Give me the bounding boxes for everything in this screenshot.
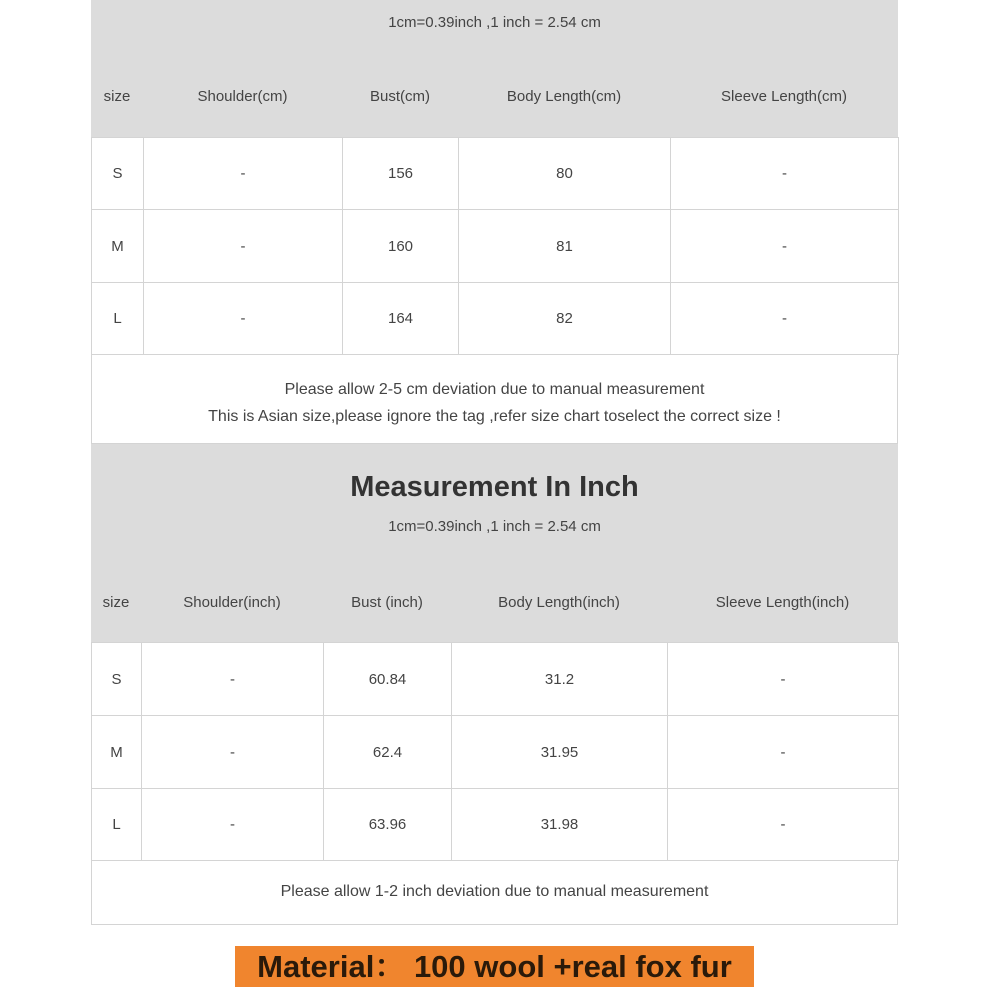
cell-sleeve-length: - bbox=[668, 789, 899, 861]
inch-header-block bbox=[91, 444, 898, 642]
cell-body-length: 82 bbox=[459, 283, 671, 355]
cell-body-length: 31.2 bbox=[452, 643, 668, 716]
cell-sleeve-length: - bbox=[671, 283, 899, 355]
header-bust: Bust(cm) bbox=[342, 56, 458, 137]
cell-body-length: 80 bbox=[459, 138, 671, 210]
cell-size: L bbox=[92, 789, 142, 861]
cell-size: S bbox=[92, 643, 142, 716]
cell-bust: 63.96 bbox=[324, 789, 452, 861]
cell-sleeve-length: - bbox=[668, 716, 899, 789]
cm-note-line-2: This is Asian size,please ignore the tag ,refer size chart toselect the correct size ! bbox=[208, 408, 781, 425]
header-bust: Bust (inch) bbox=[323, 562, 451, 642]
cell-size: L bbox=[92, 283, 144, 355]
header-body-length: Body Length(inch) bbox=[451, 562, 667, 642]
cell-shoulder: - bbox=[142, 643, 324, 716]
cell-size: M bbox=[92, 210, 144, 283]
cell-shoulder: - bbox=[142, 716, 324, 789]
header-shoulder: Shoulder(inch) bbox=[141, 562, 323, 642]
header-shoulder: Shoulder(cm) bbox=[143, 56, 342, 137]
cm-header-row bbox=[91, 56, 898, 137]
cell-size: S bbox=[92, 138, 144, 210]
cell-body-length: 81 bbox=[459, 210, 671, 283]
header-sleeve-length: Sleeve Length(inch) bbox=[667, 562, 898, 642]
inch-section-title: Measurement In Inch bbox=[350, 471, 639, 503]
cell-sleeve-length: - bbox=[671, 138, 899, 210]
cell-bust: 156 bbox=[343, 138, 459, 210]
table-row bbox=[92, 789, 899, 861]
table-row bbox=[92, 643, 899, 716]
cell-bust: 160 bbox=[343, 210, 459, 283]
inch-header-row bbox=[91, 562, 898, 642]
cell-shoulder: - bbox=[144, 138, 343, 210]
inch-deviation-note bbox=[91, 861, 898, 925]
cell-bust: 60.84 bbox=[324, 643, 452, 716]
table-row bbox=[92, 716, 899, 789]
table-row bbox=[92, 138, 899, 210]
header-size: size bbox=[91, 56, 143, 137]
inch-note-text: Please allow 1-2 inch deviation due to manual measurement bbox=[280, 883, 709, 900]
cell-sleeve-length: - bbox=[668, 643, 899, 716]
cell-size: M bbox=[92, 716, 142, 789]
cm-data-table bbox=[91, 137, 899, 355]
cell-shoulder: - bbox=[142, 789, 324, 861]
cell-shoulder: - bbox=[144, 210, 343, 283]
material-banner: Material： 100 wool +real fox fur bbox=[235, 946, 754, 987]
cm-header-block bbox=[91, 0, 898, 137]
header-size: size bbox=[91, 562, 141, 642]
size-chart bbox=[91, 0, 898, 925]
cell-sleeve-length: - bbox=[671, 210, 899, 283]
header-sleeve-length: Sleeve Length(cm) bbox=[670, 56, 898, 137]
inch-conversion-note: 1cm=0.39inch ,1 inch = 2.54 cm bbox=[388, 518, 601, 535]
table-row bbox=[92, 210, 899, 283]
header-body-length: Body Length(cm) bbox=[458, 56, 670, 137]
cm-conversion-note: 1cm=0.39inch ,1 inch = 2.54 cm bbox=[388, 14, 601, 31]
cell-shoulder: - bbox=[144, 283, 343, 355]
cell-body-length: 31.95 bbox=[452, 716, 668, 789]
cell-body-length: 31.98 bbox=[452, 789, 668, 861]
table-row bbox=[92, 283, 899, 355]
cell-bust: 62.4 bbox=[324, 716, 452, 789]
cm-deviation-note bbox=[91, 355, 898, 444]
inch-data-table bbox=[91, 642, 899, 861]
cm-note-line-1: Please allow 2-5 cm deviation due to manual measurement bbox=[284, 381, 705, 398]
cell-bust: 164 bbox=[343, 283, 459, 355]
